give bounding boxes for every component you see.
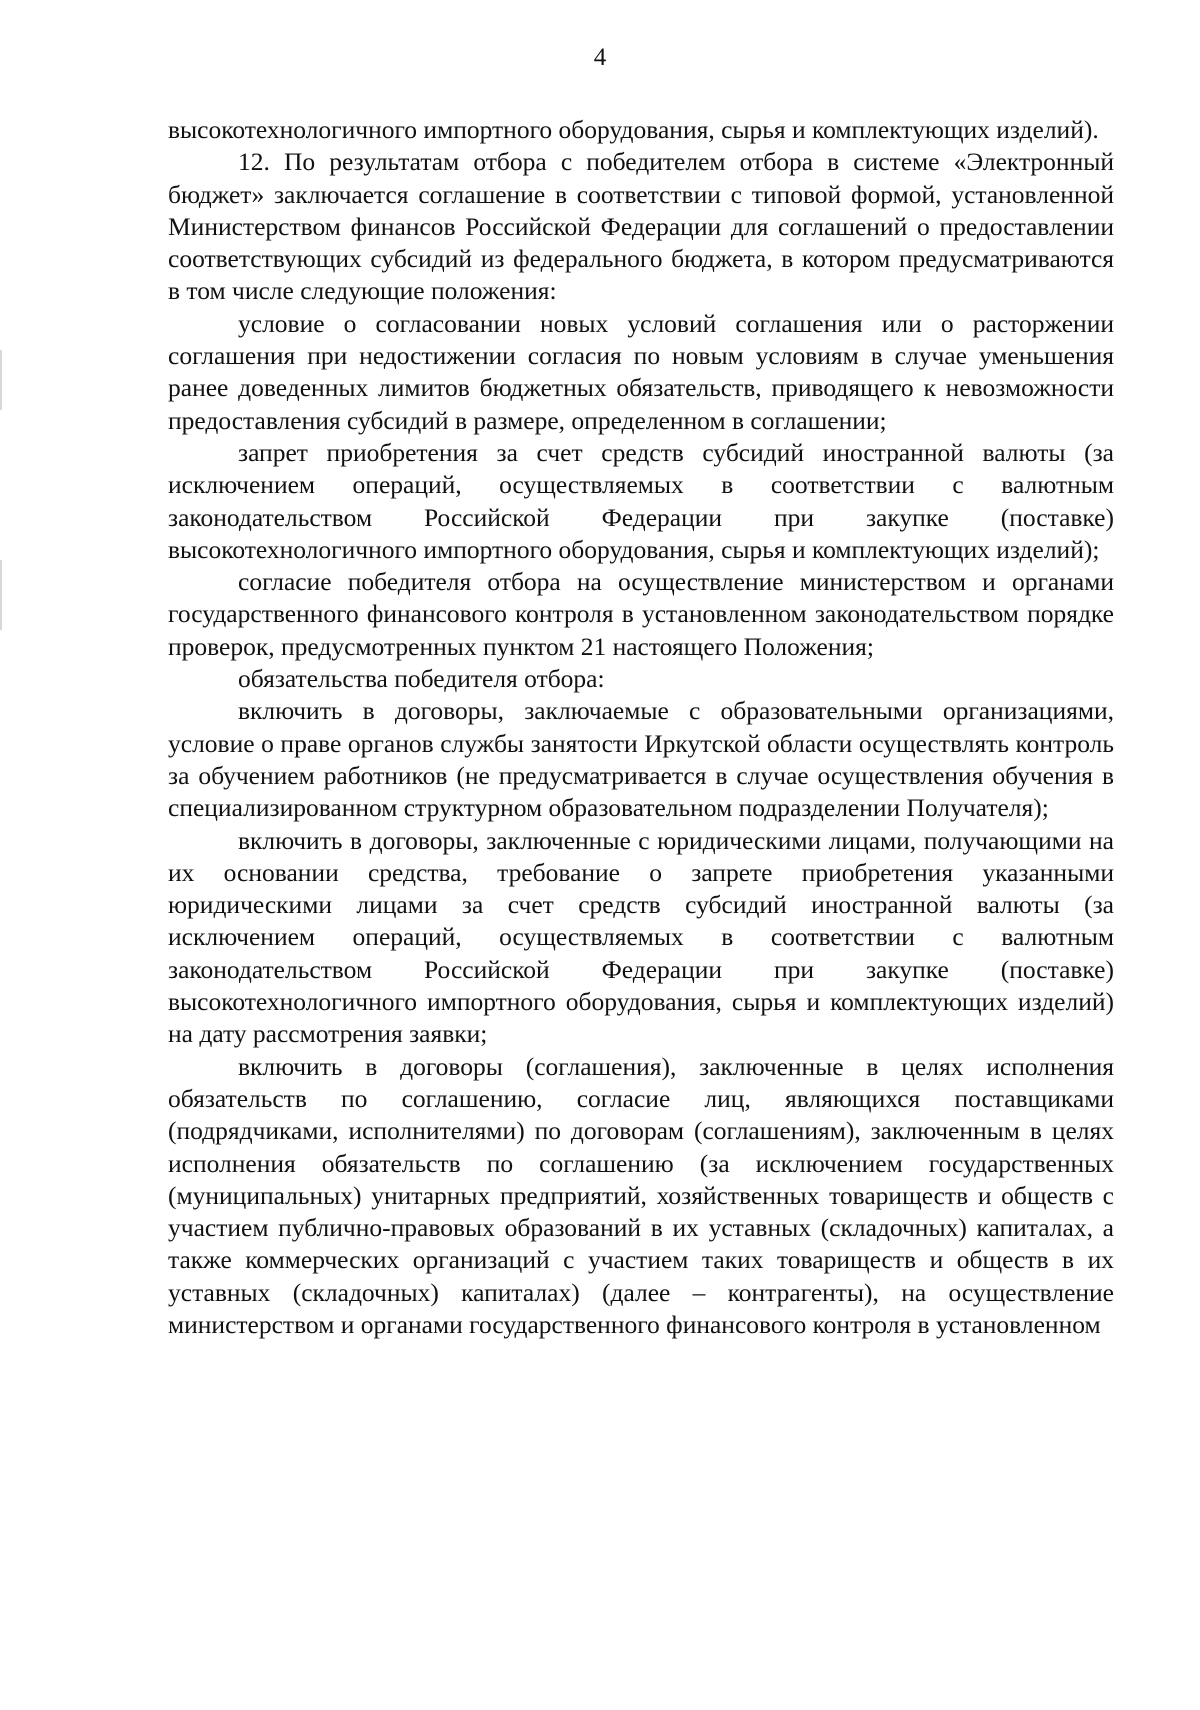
page-number: 4: [593, 44, 607, 71]
paragraph: условие о согласовании новых условий соглашения или о расторжении соглашения при недостижении согласия по новым условиям в случае уменьшения ранее доведенных лимитов бюджетных обязательств, приводящего к невозможности предоставления субсидий в размере, определенном в соглашении;: [168, 308, 1114, 435]
paragraph: запрет приобретения за счет средств субсидий иностранной валюты (за исключением операций, осуществляемых в соответствии с валютным законодательством Российской Федерации при закупке (поставке) высокотехнологичного импортного оборудования, сырья и комплектующих изделий);: [168, 437, 1114, 564]
scan-edge-mark: [0, 560, 2, 630]
paragraph: обязательства победителя отбора:: [238, 664, 605, 694]
scan-edge-mark: [0, 350, 2, 410]
paragraph: 12. По результатам отбора с победителем отбора в системе «Электронный бюджет» заключается соглашение в соответствии с типовой формой, установленной Министерством финансов Российской Федерации для соглашений о предоставлении соответствующих субсидий из федерального бюджета, в котором предусматриваются в том числе следующие положения:: [168, 147, 1114, 306]
paragraph: включить в договоры, заключаемые с образовательными организациями, условие о праве органов службы занятости Иркутской области осуществлять контроль за обучением работников (не предусматривается в случае осуществления обучения в специализированном структурном образовательном подразделении Получателя);: [168, 696, 1114, 823]
paragraph: согласие победителя отбора на осуществление министерством и органами государственного финансового контроля в установленном законодательством порядке проверок, предусмотренных пунктом 21 настоящего Положения;: [168, 567, 1114, 661]
paragraph: высокотехнологичного импортного оборудования, сырья и комплектующих изделий).: [168, 115, 1099, 144]
paragraph: включить в договоры (соглашения), заключенные в целях исполнения обязательств по соглашению, согласие лиц, являющихся поставщиками (подрядчиками, исполнителями) по договорам (соглашениям), заключенным в целях исполнения обязательств по соглашению (за исключением государственных (муниципальных) унитарных предприятий, хозяйственных товариществ и обществ с участием публично-правовых образований в их уставных (складочных) капиталах, а также коммерческих организаций с участием таких товариществ и обществ в их уставных (складочных) капиталах) (далее – контрагенты), на осуществление министерством и органами государственного финансового контроля в установленном: [168, 1051, 1114, 1339]
document-body: [168, 114, 1114, 1341]
paragraph: включить в договоры, заключенные с юридическими лицами, получающими на их основании средства, требование о запрете приобретения указанными юридическими лицами за счет средств субсидий иностранной валюты (за исключением операций, осуществляемых в соответствии с валютным законодательством Российской Федерации при закупке (поставке) высокотехнологичного импортного оборудования, сырья и комплектующих изделий) на дату рассмотрения заявки;: [168, 825, 1114, 1049]
